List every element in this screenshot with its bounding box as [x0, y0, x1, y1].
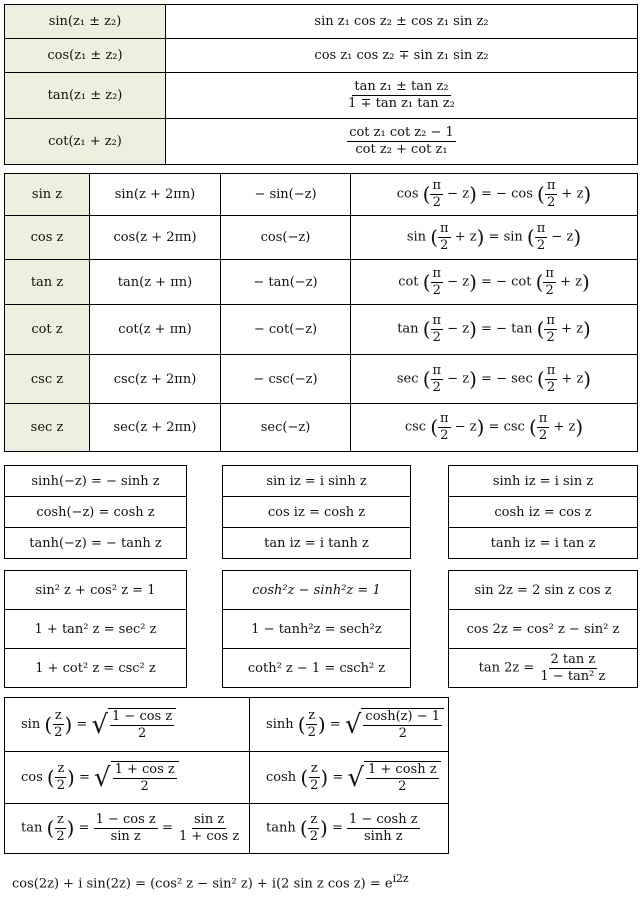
pythagorean-table: [4, 570, 187, 688]
label-cell: sin(z₁ ± z₂): [5, 5, 166, 39]
formula-cell: cos z₁ cos z₂ ∓ sin z₁ sin z₂: [166, 39, 638, 73]
cofunction-cell: csc ( $\frac{\pi}{2}$ − z) = csc ( $\frac{\pi}{2}$ + z): [351, 404, 638, 452]
parity-cell: − cot(−z): [221, 305, 351, 355]
label-cell: cos(z₁ ± z₂): [5, 39, 166, 73]
identity-cell: 1 + tan² z = sec² z: [5, 610, 187, 649]
double-angle-table: [448, 570, 638, 688]
identity-cell: cosh(−z) = cosh z: [5, 497, 187, 528]
half-angle-hyperbolic-cell: sinh ( $\frac{z}{2}$ ) = √ $\frac{\cosh(z) - 1}{2}$: [250, 698, 449, 752]
identity-cell: sinh(−z) = − sinh z: [5, 466, 187, 497]
formula-cell: sin z₁ cos z₂ ± cos z₁ sin z₂: [166, 5, 638, 39]
hyper-i-table: [448, 465, 638, 559]
half-angle-hyperbolic-cell: cosh ( $\frac{z}{2}$ ) = √ $\frac{\text{1 + cosh z}}{2}$: [250, 752, 449, 804]
half-angle-cell: tan ( $\frac{z}{2}$ ) = $\frac{\text{1 − cos z}}{\text{sin z}}$ = $\frac{\text{sin z}}{\text{1 + cos z}}$: [5, 804, 250, 854]
identity-cell: sin 2z = 2 sin z cos z: [449, 571, 638, 610]
cofunction-cell: tan ( $\frac{\pi}{2}$ − z) = − tan ( $\frac{\pi}{2}$ + z): [351, 305, 638, 355]
period-cell: csc(z + 2πn): [90, 355, 221, 404]
identity-cell: coth² z − 1 = csch² z: [223, 649, 411, 688]
identity-cell: sinh iz = i sin z: [449, 466, 638, 497]
period-cell: cos(z + 2πn): [90, 216, 221, 260]
function-cell: cos z: [5, 216, 90, 260]
function-cell: tan z: [5, 260, 90, 305]
function-cell: csc z: [5, 355, 90, 404]
label-cell: cot(z₁ + z₂): [5, 119, 166, 165]
half-angle-cell: cos ( $\frac{z}{2}$ ) = √ $\frac{\text{1 + cos z}}{2}$: [5, 752, 250, 804]
addition-table: [4, 4, 638, 165]
identity-cell: cosh iz = cos z: [449, 497, 638, 528]
identity-cell: tanh(−z) = − tanh z: [5, 528, 187, 559]
cofunction-cell: cos ( $\frac{\pi}{2}$ − z) = − cos ( $\frac{\pi}{2}$ + z): [351, 174, 638, 216]
identity-cell: sin iz = i sinh z: [223, 466, 411, 497]
half-angle-hyperbolic-cell: tanh ( $\frac{z}{2}$ ) = $\frac{\text{1 − cosh z}}{\text{sinh z}}$: [250, 804, 449, 854]
identity-cell: tan iz = i tanh z: [223, 528, 411, 559]
half-angle-table: [4, 697, 449, 854]
identity-cell: 1 + cot² z = csc² z: [5, 649, 187, 688]
parity-cell: − sin(−z): [221, 174, 351, 216]
parity-cell: − csc(−z): [221, 355, 351, 404]
period-cell: sec(z + 2πn): [90, 404, 221, 452]
identity-cell: tan 2z = $\frac{\text{2 tan z}}{\text{1 − tan² z}}$: [449, 649, 638, 688]
identity-cell: cos iz = cosh z: [223, 497, 411, 528]
identity-cell: cosh²z − sinh²z = 1: [223, 571, 411, 610]
identity-cell: sin² z + cos² z = 1: [5, 571, 187, 610]
cofunction-cell: sin ( $\frac{\pi}{2}$ + z) = sin ( $\frac{\pi}{2}$ − z): [351, 216, 638, 260]
parity-cell: cos(−z): [221, 216, 351, 260]
hyper-neg-table: [4, 465, 187, 559]
period-cell: sin(z + 2πn): [90, 174, 221, 216]
parity-cell: sec(−z): [221, 404, 351, 452]
hyperbolic-pythagorean-table: [222, 570, 411, 688]
label-cell: tan(z₁ ± z₂): [5, 73, 166, 119]
cofunction-cell: sec ( $\frac{\pi}{2}$ − z) = − sec ( $\frac{\pi}{2}$ + z): [351, 355, 638, 404]
formula-cell: $\frac{\text{cot z₁ cot z₂ − 1}}{\text{cot z₂ + cot z₁}}$: [166, 119, 638, 165]
period-cell: cot(z + πn): [90, 305, 221, 355]
function-cell: sec z: [5, 404, 90, 452]
parity-cell: − tan(−z): [221, 260, 351, 305]
cofunction-cell: cot ( $\frac{\pi}{2}$ − z) = − cot ( $\frac{\pi}{2}$ + z): [351, 260, 638, 305]
half-angle-cell: sin ( $\frac{z}{2}$ ) = √ $\frac{\text{1 − cos z}}{2}$: [5, 698, 250, 752]
function-cell: sin z: [5, 174, 90, 216]
identity-cell: tanh iz = i tan z: [449, 528, 638, 559]
identity-cell: cos 2z = cos² z − sin² z: [449, 610, 638, 649]
formula-cell: $\frac{\text{tan z₁ ± tan z₂}}{\text{1 ∓ tan z₁ tan z₂}}$: [166, 73, 638, 119]
periodic-table: [4, 173, 638, 452]
function-cell: cot z: [5, 305, 90, 355]
trig-i-table: [222, 465, 411, 559]
period-cell: tan(z + πn): [90, 260, 221, 305]
euler-formula: cos(2z) + i sin(2z) = (cos² z − sin² z) + i(2 sin z $\cos z) = e^{i2z}$: [12, 872, 409, 892]
identity-cell: 1 − tanh²z = sech²z: [223, 610, 411, 649]
